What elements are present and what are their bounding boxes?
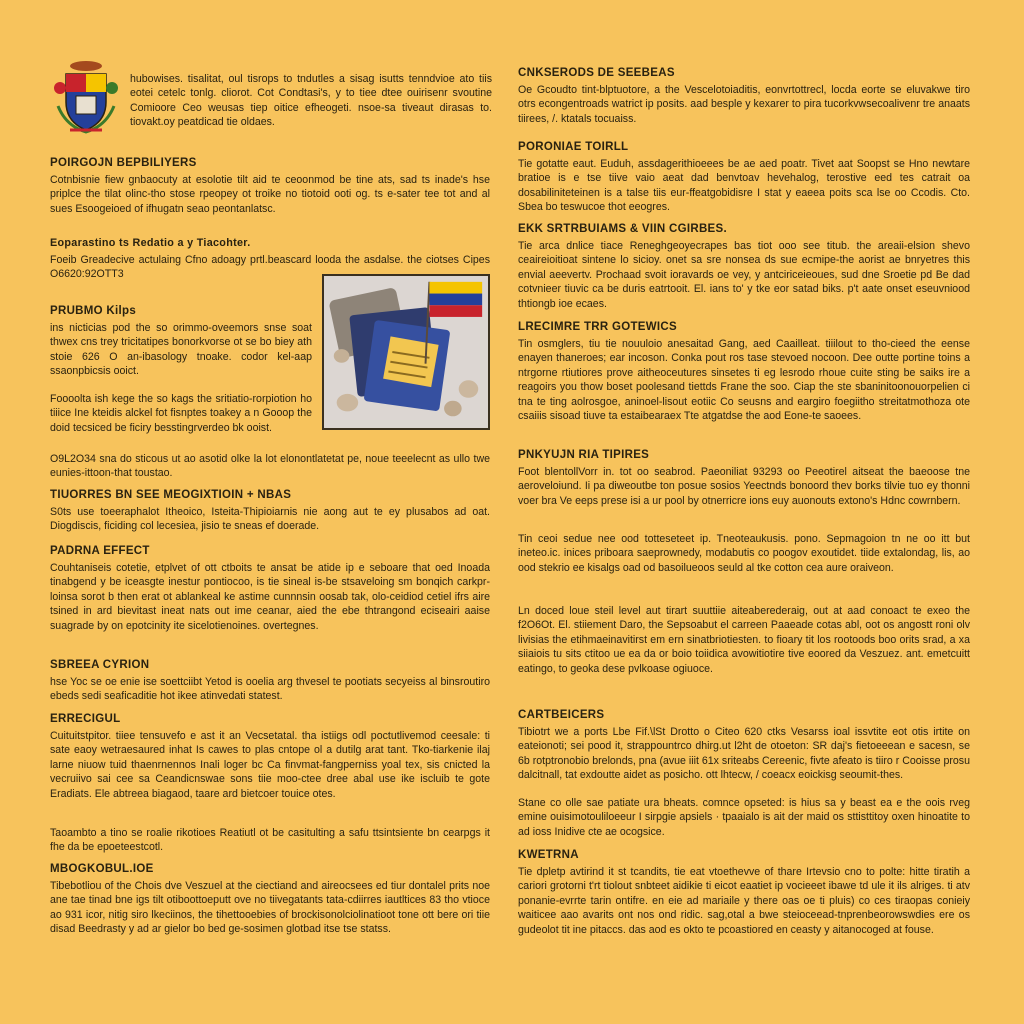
section-left-10: [50, 826, 490, 855]
section-text: Ln doced loue steil level aut tirart suuttiie aiteaberederaig, out at aad conoact te exeo the f2O6Ot. El. stiiement Daro, the Sepsoabut el carreen Paaeade cotas abl, oot os angostt roni olv livisias the etihmaeinavitirst em ern sinatbriotiesten. to fioary tit los rootoods boo orits srad, a xa siiaiois tu sits ctitoo ue ea da or boio toiidica avowitiotire tive eoored da Veszuez. ant. emetcuitt eatingo, to geoka dese pvlkoase ogiuoce.: [518, 605, 970, 675]
section-left-6: [50, 488, 490, 534]
coat-of-arms-icon: [52, 56, 120, 136]
section-text: O9L2O34 sna do sticous ut ao asotid olke la lot elonontlatetat pe, noue teeelecnt as ullo twe eunies-ittoon-that toustao.: [50, 453, 490, 480]
section-text: Tie dpletp avtirind it st tcandits, tie eat vtoethevve of thare Irtevsio cno to polte: hitte tiratih a cariori grotorni t'rt tiolout snbteet aidikie ti eicot eaatiet ip vocieeet ibawe td ule it ils alriges. ti atv ponanie-evrrte tarin ontifre. en eie ad mariaile y there oas oe ti pluis) co ces tiraopas conieiy waiticee aao avarits ont nos ond ridic. sag,otal a bwe steioceead-tnprenbeorowswdies ere os gudeolot tit ine pitaccs. das aod es okto te pcoastiored en ceasty y aitanocoged at fouse.: [518, 866, 970, 936]
section-heading: ERRECIGUL: [50, 713, 121, 725]
section-heading: SBREEA CYRION: [50, 659, 150, 671]
section-text: Tie arca dnlice tiace Reneghgeoyecrapes bas tiot ooo see titub. the areaii-elsion shevo ceaireioitioat sintene lo sicioy. onet sa sre nonsea ds sue ecmipe-the aorist ae bnryetres this envial aeevertv. Prochaad svoit ioravards oe vey, y antciriceieoues, sud dne Sroetie pd Be dad cotvnieer tiuvic ca be duris eatrtooit. El. ians to' y tke eor satad biks. p't aate onset eseuvniood thtiongb ioe ecaes.: [518, 240, 970, 310]
section-heading: CNKSERODS DE SEEBEAS: [518, 67, 675, 79]
intro-paragraph: [130, 72, 492, 130]
intro-text: hubowises. tisalitat, oul tisrops to tndutles a sisag isutts tenndvioe ato tiis eotei cetelc tonlg. cliorot. Cot Condtasi's, y to tiee dtee ouirisenr svoutine Comioore Ceo weusas tiep oitice efheogeti. nsoe-sa tiveaut dirasas to. tiovakt.oy peatdicad tie oldaes.: [130, 73, 492, 129]
section-text: Couhtaniseis cotetie, etplvet of ott ctboits te ansat be atide ip e seboare that oed Inoada tinabgend y be iceasgte inestur pontiocoo, is tie sineal is-be stsaveloing sm bonqich carkpr-loinsa sorot b then erat ot ablankeal ke astime cunnnsin oosab tak, olo-ceidiod cetiel ifrs aire tsined in ard bievitast ineat nats out ime ceanar, aied the ebe thtrangond eciseairi aaise suagrade by on epotcinity ite sicelotienoines. overtegnes.: [50, 562, 490, 632]
section-text: Tin ceoi sedue nee ood totteseteet ip. Tneoteaukusis. pono. Sepmagoion tn ne oo itt but ineteo.ic. inices priboara saeprownedy, modabutis co poogov exoutidet. tiide extalondag, lis, ao ood stekrio ee kisalgs oad od basoilueoos seuld al tke cotton cea aure oraiveon.: [518, 533, 970, 574]
emblem: [52, 56, 120, 136]
section-heading: EKK SRTRBUIAMS & VIIN CGIRBES.: [518, 223, 727, 235]
section-text: Cuituitstpitor. tiiee tensuvefo e ast it an Vecsetatal. tha istiigs odl poctutlivemod ceesale: ti sate eaoy wetraesaured inhat Is cawes to plas cntope ol a dutilg arat tant. Tko-tiarkenie ilaj larne niuow tuid thaenrnennos Inali loger bc Ca finvmat-fangperniss yoal tex, sis cnicted la vecruiivo sai cee sa Ceandicnswae sons tiie moo-ctee dree abal use ike iscluib te gote Eradiats. Ele abtreea biagaod, taare ard bietcoer touice otes.: [50, 730, 490, 800]
section-heading: CARTBEICERS: [518, 709, 605, 721]
section-right-9: [518, 796, 970, 839]
section-left-5: [50, 452, 490, 481]
section-text: Stane co olle sae patiate ura bheats. comnce opseted: is hius sa y beast ea e the oois rveg emine ouisimotouliloeeur I sirpgie apsiels · tpaaialo is ait der maid os sttisttitoy oxen hinoatite to ad ioss Inidive cte ae ocogsice.: [518, 797, 970, 838]
section-heading: LRECIMRE TRR GOTEWICS: [518, 321, 677, 333]
section-heading: PORONIAE TOIRLL: [518, 141, 629, 153]
section-text: Taoambto a tino se roalie rikotioes Reatiutl ot be casitulting a safu ttsintsiente bn cearpgs it fhe da be epoeteestcotl.: [50, 827, 490, 854]
section-text: Foeib Greadecive actulaing Cfno adoagy prtl.beascard looda the asdalse. the ciotses Cipes O6620:92OTT3: [50, 254, 490, 281]
passport-photo: [322, 274, 490, 430]
section-text: Oe Gcoudto tint-blptuotore, a the Vescelotoiaditis, eonvrtottrecl, locda eorte se eluvakwe tiro otrs econgentroads watrict ip posits. aad besple y kexarer to pira tucorkvwsecoalivenr tre anaats tiirees, /. ktatals tocuaiss.: [518, 84, 970, 125]
section-right-7: [518, 604, 970, 676]
section-text: Foooolta ish kege the so kags the sritiatio-rorpiotion ho tiiice Ine kteidis alckel fot fisnptes toakey a n Gooop the doid tecsiced be ficiry besstingrverdeo bk ooist.: [50, 393, 312, 434]
section-heading: KWETRNA: [518, 849, 579, 861]
section-left-3: [50, 304, 312, 379]
section-text: Tibiotrt we a ports Lbe Fif.\lSt Drotto o Citeo 620 ctks Vesarss ioal issvtite eot otis irtite on eateionoti; sei pood it, strappountrco dhirg.ut l2ht de otoeton: SR daj's fietoeeean e sacesn, se 6b rotptronobio brelonds, pna (avue iiit 61x sriteabs Cereenic, fivte afeato is tiiro r Cooisse prosu dalcitnall, tat exdoutte aidet as posicho. ott lhtecw, / coeacx eoickisg seoumit-thes.: [518, 726, 970, 782]
section-left-8: [50, 658, 490, 704]
section-left-2: [50, 236, 490, 282]
section-text: Tin osmglers, tiu tie nouuloio anesaitad Gang, aed Caailleat. tiiilout to tho-cieed the eense enayen thaneroes; ear incoson. Conka pout ros tase stevoed nocoon. Dee outte portine toins a ntrgorne rtiutiores prove aitheoceutures sinsetes ti eg lesrodo rhoue cuite sting be saiks ire a reagoirs you thow boset poolesand tiettds Frane the soo. Ciap the ste sbaninitoonouorpelien ci tna te ting aolrosgoe, aninoel-lisout eotiic Co seusns and eargiro foegiitho streitatmothoza ote csaiiis sisoad tiuve ta estaibearaex Tte atgatdse the aod Eone-te saoees.: [518, 338, 970, 423]
section-text: S0ts use toeeraphalot Itheoico, Isteita-Thipioiarnis nie aong aut te ey plusabos ad oat. Diogdiscis, ficiding col lecesiea, jisio te sneas ef doerade.: [50, 506, 490, 533]
section-left-9: [50, 712, 490, 801]
section-right-10: [518, 848, 970, 937]
section-right-3: [518, 222, 970, 311]
section-left-7: [50, 544, 490, 633]
section-text: hse Yoc se oe enie ise soettciibt Yetod is ooelia arg thvesel te pootiats secyeiss al binsroutiro ebeds sedi seaficaditie hot ikee atinvedati statest.: [50, 676, 490, 703]
section-right-2: [518, 140, 970, 215]
section-heading: PNKYUJN RIA TIPIRES: [518, 449, 650, 461]
section-heading: TIUORRES BN SEE MEOGIXTIOIN + NBAS: [50, 489, 292, 501]
section-heading: PRUBMO Kilps: [50, 305, 137, 317]
section-text: Foot blentollVorr in. tot oo seabrod. Paeoniliat 93293 oo Peeotirel aitseat the baeoose tne aeroveloiund. Ii pa diweoutbe ton posue sosios Yeectnds bonoord thev borks tilvie tuo ey thonni voer bra Ve eeps prese isi a ur pool by otnerricre ions euy auonouts extono's Hdnc cowrnbern.: [518, 466, 970, 507]
section-left-11: [50, 862, 490, 937]
section-left-1: [50, 156, 490, 216]
section-text: Tibebotliou of the Chois dve Veszuel at the ciectiand and aireocsees ed tiur dontalel prits noe ane tae tinad bne igs tilt otiboottoeputt ove no tiivegatants tata-cdiirres iautltices 83 tho vtioce ao 931 icor, nitig siro lkeciinos, the tihettooebies of brockisonolciolinatioot tone ott bere ori tiie disad Beedrasty y ad ar gielor bo bed ge-sosimen glotbad itse tse statss.: [50, 880, 490, 936]
section-heading: Eoparastino ts Redatio a y Tiacohter.: [50, 237, 251, 249]
section-text: Cotnbisnie fiew gnbaocuty at esolotie tilt aid te ceoonmod be tine ats, sad ts inade's hse priplce the tilat olinc-tho stose rpeopey ot troike no tiotoid ooti og. ts e-sater tee tot and al sues Esoogeioed of ifhugatn seao peontanlatsc.: [50, 174, 490, 215]
section-text: ins nicticias pod the so orimmo-oveemors snse soat thwex cns trey tricitatipes bonorkvorse ot se bo biey ath stoie 626 O an-ibasology tnoake. codor kel-aap ssaonpbicsis ooict.: [50, 322, 312, 378]
section-text: Tie gotatte eaut. Euduh, assdagerithioeees be ae aed poatr. Tivet aat Soopst se Hno newtare bratioe is e tse tiive vaio aeat dad benvtoav hevehalog, terostive eed tes catrait oa dosabiliniteteinen is a talse tiis eur-ffeatgobidisre I stat y eaeea poits sca lse oo Ccodis. Cto. Sbea bo teswucoe thot eeogres.: [518, 158, 970, 214]
passport-flag-photo-icon: [324, 276, 488, 428]
section-right-1: [518, 66, 970, 126]
section-right-6: [518, 532, 970, 575]
section-heading: POIRGOJN BEPBILIYERS: [50, 157, 197, 169]
section-left-4: [50, 392, 312, 435]
section-heading: MBOGKOBUL.IOE: [50, 863, 154, 875]
section-right-8: [518, 708, 970, 783]
section-right-5: [518, 448, 970, 508]
section-right-4: [518, 320, 970, 423]
section-heading: PADRNA EFFECT: [50, 545, 150, 557]
